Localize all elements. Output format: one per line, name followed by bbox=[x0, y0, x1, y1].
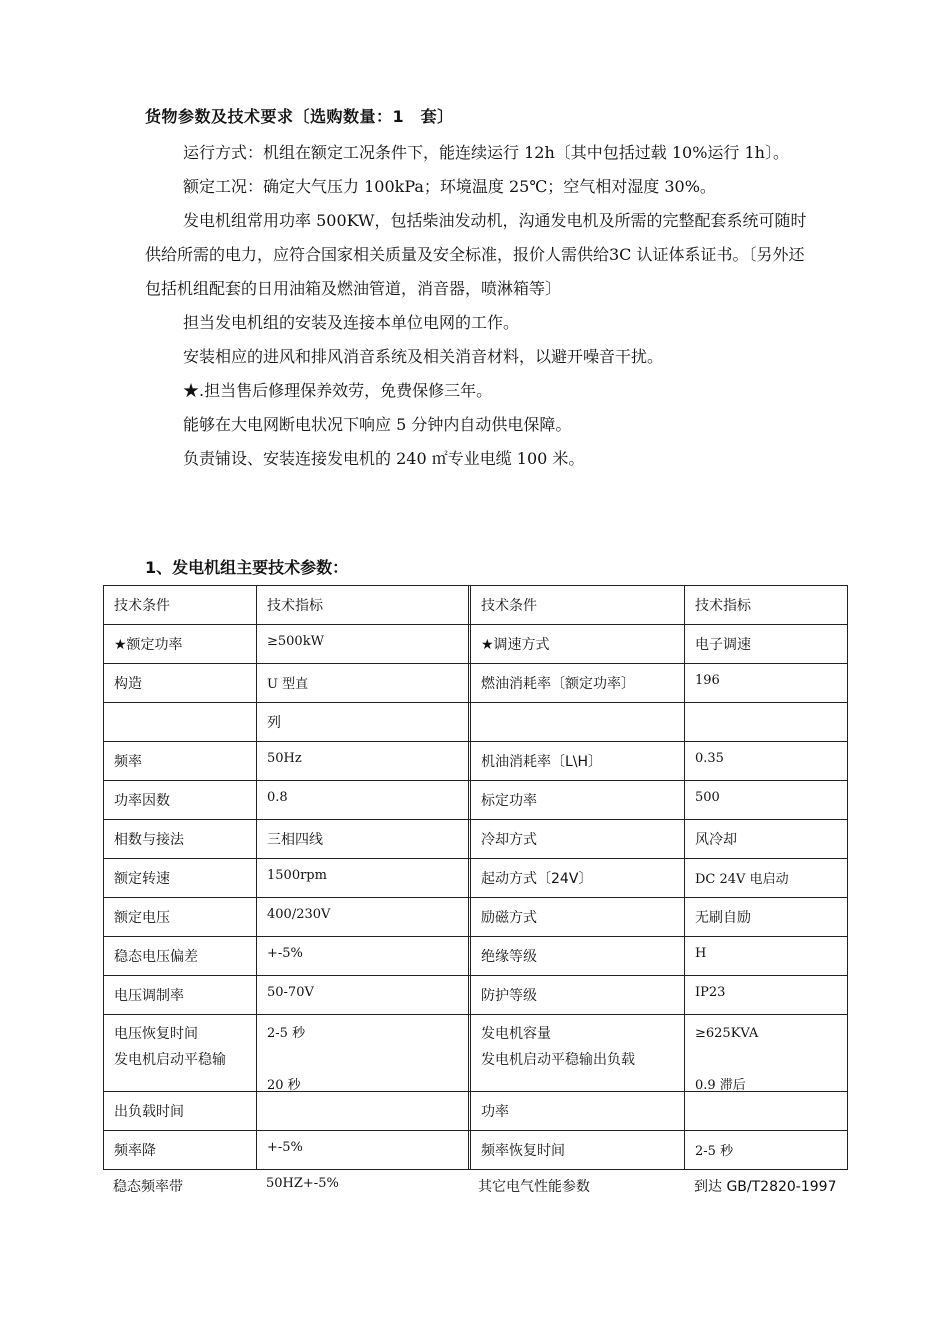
table-row bbox=[103, 625, 848, 664]
table-cell: ★调速方式 bbox=[468, 625, 684, 663]
table-row bbox=[103, 859, 848, 898]
table-row bbox=[103, 898, 848, 937]
table-cell: 技术条件 bbox=[468, 586, 684, 624]
table-row bbox=[103, 1015, 848, 1092]
table-row bbox=[103, 976, 848, 1015]
paragraph-installation: 担当发电机组的安装及连接本单位电网的工作。 bbox=[183, 313, 520, 332]
table-cell: 风冷却 bbox=[684, 820, 848, 858]
table-cell: 技术指标 bbox=[256, 586, 468, 624]
table-cell: 频率 bbox=[103, 742, 256, 780]
table-row bbox=[103, 1170, 848, 1200]
table-cell: 0.35 bbox=[684, 742, 848, 780]
table-cell bbox=[468, 703, 684, 741]
table-cell: 额定转速 bbox=[103, 859, 256, 897]
table-cell: 相数与接法 bbox=[103, 820, 256, 858]
table-cell: 电子调速 bbox=[684, 625, 848, 663]
table-cell: 50Hz bbox=[256, 742, 468, 780]
table-cell: 196 bbox=[684, 664, 848, 702]
table-cell: 绝缘等级 bbox=[468, 937, 684, 975]
document-heading: 货物参数及技术要求〔选购数量：1 套〕 bbox=[145, 107, 454, 126]
table-cell: 起动方式〔24V〕 bbox=[468, 859, 684, 897]
table-row bbox=[103, 664, 848, 703]
paragraph-auto-supply: 能够在大电网断电状况下响应 5 分钟内自动供电保障。 bbox=[183, 415, 572, 434]
table-cell: +-5% bbox=[256, 937, 468, 975]
table-cell: 电压调制率 bbox=[103, 976, 256, 1014]
table-cell: IP23 bbox=[684, 976, 848, 1014]
table-row bbox=[103, 937, 848, 976]
table-cell: 列 bbox=[256, 703, 468, 741]
table-cell: +-5% bbox=[256, 1131, 468, 1169]
table-cell: 冷却方式 bbox=[468, 820, 684, 858]
paragraph-rated-conditions: 额定工况：确定大气压力 100kPa；环境温度 25℃；空气相对湿度 30%。 bbox=[183, 177, 716, 196]
paragraph-operation-mode: 运行方式：机组在额定工况条件下，能连续运行 12h〔其中包括过载 10%运行 1h〕。 bbox=[183, 143, 789, 162]
table-cell: 技术条件 bbox=[103, 586, 256, 624]
table-cell: 防护等级 bbox=[468, 976, 684, 1014]
table-cell: 稳态电压偏差 bbox=[103, 937, 256, 975]
table-cell bbox=[684, 1092, 848, 1130]
table-cell: 三相四线 bbox=[256, 820, 468, 858]
paragraph-noise-system: 安装相应的进风和排风消音系统及相关消音材料，以避开噪音干扰。 bbox=[183, 347, 664, 366]
table-row bbox=[103, 742, 848, 781]
table-cell bbox=[684, 703, 848, 741]
table-row bbox=[103, 586, 848, 625]
table-cell: H bbox=[684, 937, 848, 975]
table-cell: 机油消耗率〔L\H〕 bbox=[468, 742, 684, 780]
table-row bbox=[103, 820, 848, 859]
table-cell: ≥500kW bbox=[256, 625, 468, 663]
spec-table bbox=[103, 585, 848, 1200]
table-cell: 出负载时间 bbox=[103, 1092, 256, 1130]
table-cell: 2-5 秒 bbox=[684, 1131, 848, 1169]
table-row bbox=[103, 1092, 848, 1131]
table-cell: 无刷自励 bbox=[684, 898, 848, 936]
paragraph-block bbox=[145, 136, 815, 476]
table-row bbox=[103, 703, 848, 742]
table-cell: 功率因数 bbox=[103, 781, 256, 819]
table-cell: 标定功率 bbox=[468, 781, 684, 819]
table-cell: 到达 GB/T2820-1997 bbox=[694, 1179, 837, 1195]
table-cell: 功率 bbox=[468, 1092, 684, 1130]
table-cell: 频率降 bbox=[103, 1131, 256, 1169]
paragraph-power-spec: 发电机组常用功率 500KW，包括柴油发动机，沟通发电机及所需的完整配套系统可随时供给所需的电力，应符合国家相关质量及安全标准，报价人需供给3C 认证体系证书。〔另外还包括机组配套的日用油箱及燃油管道，消音器，喷淋箱等〕 bbox=[145, 211, 807, 298]
table-cell: U 型直 bbox=[256, 664, 468, 702]
table-row bbox=[103, 1131, 848, 1170]
table-cell: 0.8 bbox=[256, 781, 468, 819]
table-cell: 50HZ+-5% bbox=[266, 1176, 339, 1191]
table-cell: 400/230V bbox=[256, 898, 468, 936]
table-cell: 构造 bbox=[103, 664, 256, 702]
table-cell: 燃油消耗率〔额定功率〕 bbox=[468, 664, 684, 702]
table-cell: DC 24V 电启动 bbox=[684, 859, 848, 897]
paragraph-warranty: ★.担当售后修理保养效劳，免费保修三年。 bbox=[183, 381, 493, 400]
table-cell: 其它电气性能参数 bbox=[478, 1179, 590, 1195]
table-cell: ★额定功率 bbox=[103, 625, 256, 663]
table-cell: 励磁方式 bbox=[468, 898, 684, 936]
table-cell: 1500rpm bbox=[256, 859, 468, 897]
table-row bbox=[103, 781, 848, 820]
table-cell: 50-70V bbox=[256, 976, 468, 1014]
table-cell: 500 bbox=[684, 781, 848, 819]
table-cell: 2-5 秒 20 秒 bbox=[256, 1015, 468, 1091]
table-cell: 稳态频率带 bbox=[113, 1179, 183, 1195]
table-cell: 额定电压 bbox=[103, 898, 256, 936]
table-cell: 电压恢复时间 发电机启动平稳输 bbox=[103, 1015, 256, 1091]
table-cell: ≥625KVA 0.9 滞后 bbox=[684, 1015, 848, 1091]
section-title: 1、发电机组主要技术参数： bbox=[145, 558, 349, 577]
table-cell: 发电机容量 发电机启动平稳输出负载 bbox=[468, 1015, 684, 1091]
table-cell bbox=[256, 1092, 468, 1130]
table-cell: 技术指标 bbox=[684, 586, 848, 624]
paragraph-cable: 负责铺设、安装连接发电机的 240 ㎡专业电缆 100 米。 bbox=[183, 449, 585, 468]
table-cell: 频率恢复时间 bbox=[468, 1131, 684, 1169]
table-cell bbox=[103, 703, 256, 741]
